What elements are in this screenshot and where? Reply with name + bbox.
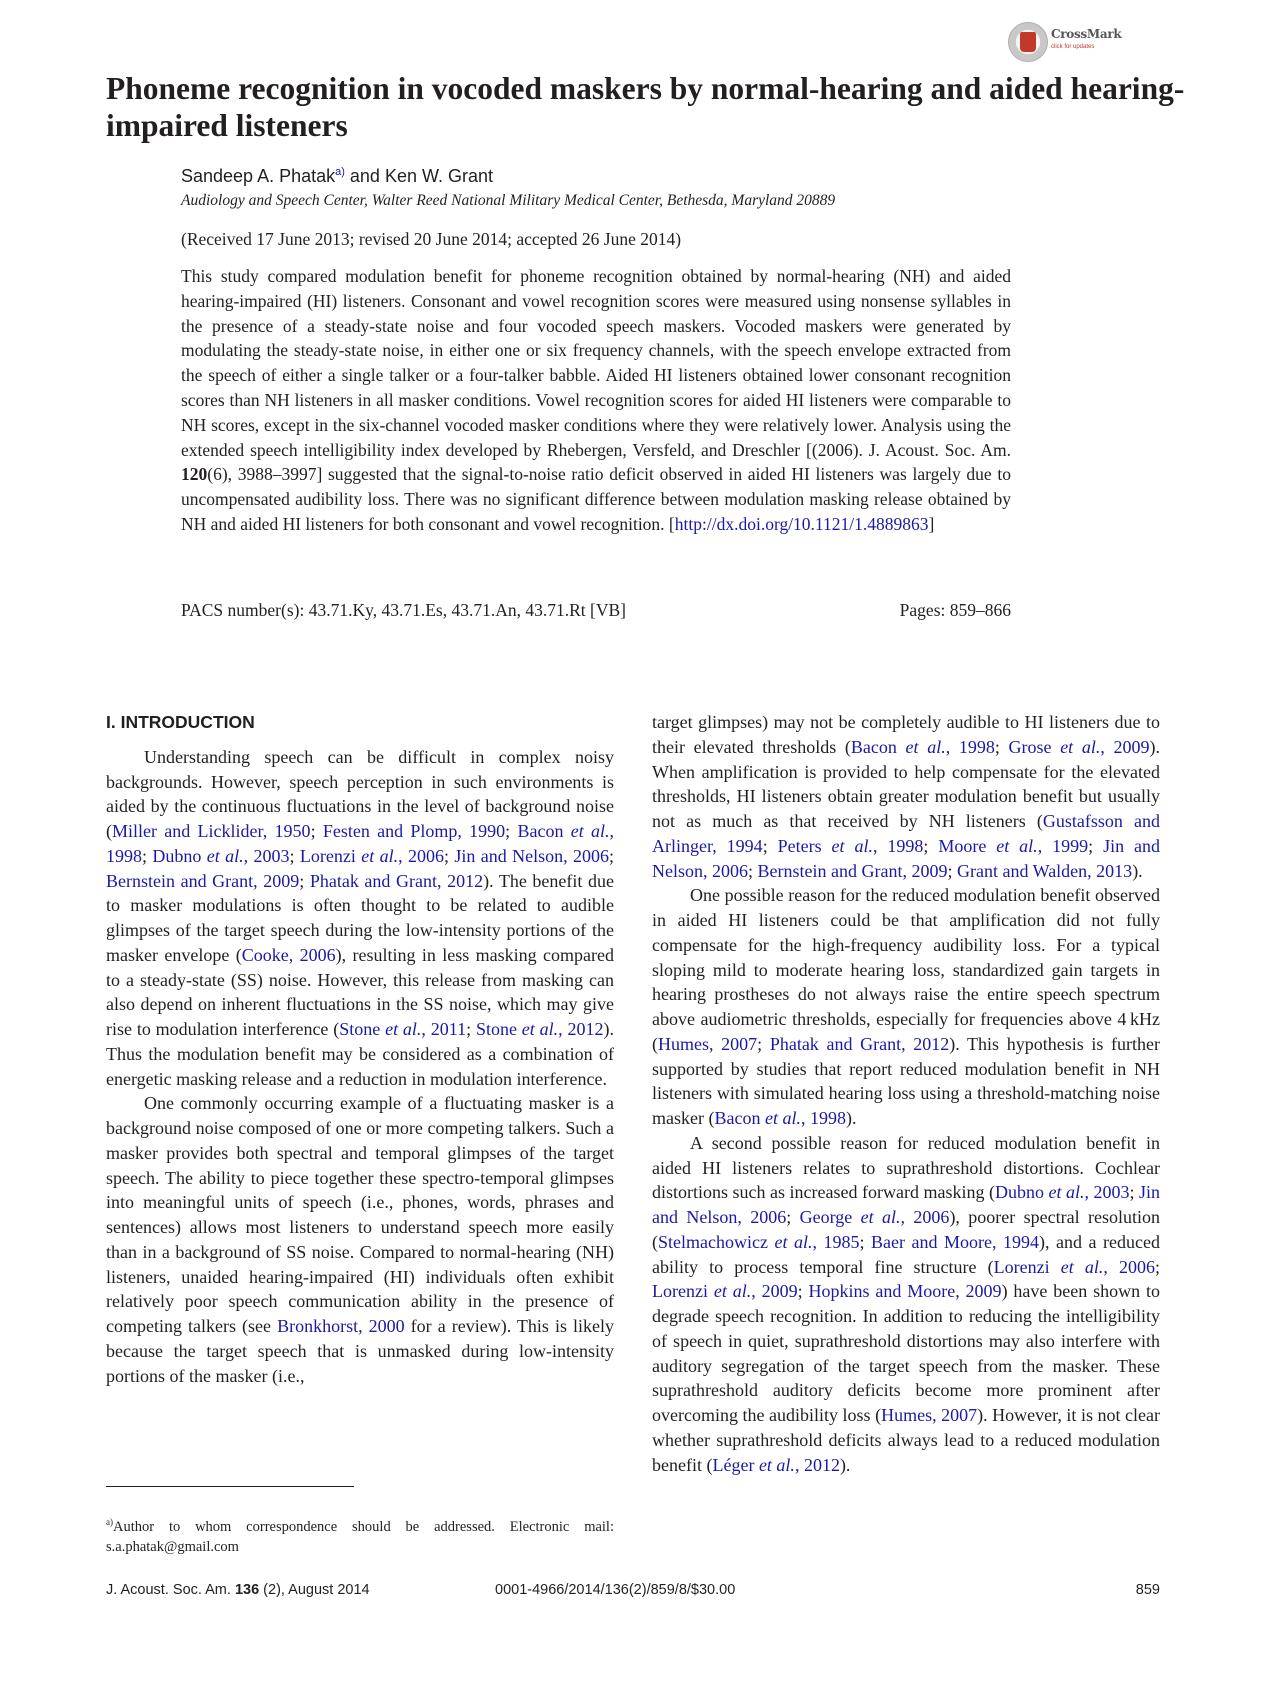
affiliation: Audiology and Speech Center, Walter Reed National Military Medical Center, Bethesda, Maryland 20889 bbox=[181, 192, 836, 209]
citation-link[interactable]: , 1998 bbox=[106, 821, 614, 866]
text-run: ). bbox=[1132, 860, 1143, 881]
citation-link[interactable]: , 2011 bbox=[421, 1019, 467, 1039]
citation-link[interactable]: Léger bbox=[712, 1454, 759, 1475]
paragraph bbox=[652, 710, 1160, 883]
text-run: ) have been shown to degrade speech recognition. In addition to reducing the intelligibility of speech in quiet, suprathreshold distortions may also interfere with auditory segregation of the target speech from the masker. These suprathreshold auditory deficits become more prominent after overcoming the audibility loss ( bbox=[652, 1281, 1160, 1425]
citation-link[interactable]: Humes, 2007 bbox=[881, 1405, 978, 1425]
text-run: ; bbox=[786, 1207, 800, 1227]
citation-link[interactable]: Bronkhorst, 2000 bbox=[277, 1316, 405, 1336]
citation-link[interactable]: Moore bbox=[938, 835, 997, 856]
text-run: ; bbox=[762, 835, 778, 856]
paragraph bbox=[652, 1131, 1160, 1478]
citation-link[interactable]: Lorenzi bbox=[299, 845, 362, 866]
citation-link[interactable]: George bbox=[799, 1207, 861, 1227]
abstract-text: (6), 3988–3997] suggested that the signal-to-noise ratio deficit observed in aided HI listeners was largely due to uncompensated audibility loss. There was no significant difference between modulation masking release obtained by NH and aided HI listeners for both consonant and vowel recognition. [ bbox=[181, 464, 1011, 534]
citation-link[interactable]: , 2012 bbox=[558, 1019, 604, 1039]
citation-link[interactable]: et al. bbox=[1060, 1256, 1104, 1277]
citation-link[interactable]: et al. bbox=[764, 1108, 801, 1128]
text-run: ; bbox=[142, 845, 153, 866]
citation-link[interactable]: , 1998 bbox=[800, 1108, 846, 1128]
citation-link[interactable]: , 1999 bbox=[1037, 835, 1089, 856]
text-run: ; bbox=[299, 870, 310, 891]
author-conjunction: and bbox=[344, 166, 385, 186]
abstract-text: This study compared modulation benefit for phoneme recognition obtained by normal-hearing (NH) and aided hearing-impaired (HI) listeners. Consonant and vowel recognition scores were measured using nonsense syllables in the presence of a steady-state noise and four vocoded speech maskers. Vocoded maskers were generated by modulating the steady-state noise, in either one or six frequency channels, with the speech envelope extracted from the speech of either a single talker or a four-talker babble. Aided HI listeners obtained lower consonant recognition scores than NH listeners in all masker conditions. Vowel recognition scores for aided HI listeners were comparable to NH scores, except in the six-channel vocoded masker conditions where they were relatively lower. Analysis using the extended speech intelligibility index developed by Rhebergen, Versfeld, and Dreschler [(2006). J. Acoust. Soc. Am. bbox=[181, 266, 1011, 460]
text-run: ). Thus the modulation benefit may be considered as a combination of energetic masking release and a reduction in modulation interference. bbox=[106, 1019, 614, 1089]
citation-link[interactable]: , 1985 bbox=[812, 1231, 860, 1252]
citation-link[interactable]: Stone bbox=[339, 1019, 386, 1039]
citation-link[interactable]: et al. bbox=[206, 845, 244, 866]
text-run: ; bbox=[947, 860, 957, 881]
citation-link[interactable]: et al. bbox=[521, 1019, 559, 1039]
abstract-volume: 120 bbox=[181, 464, 208, 485]
citation-link[interactable]: et al. bbox=[774, 1231, 813, 1252]
citation-link[interactable]: , 2009 bbox=[1100, 736, 1150, 757]
citation-link[interactable]: , 2006 bbox=[1103, 1256, 1155, 1277]
citation-link[interactable]: Hopkins and Moore, 2009 bbox=[808, 1281, 1002, 1302]
citation-link[interactable]: Dubno bbox=[152, 845, 207, 866]
citation-link[interactable]: Bacon bbox=[714, 1108, 765, 1128]
text-run: ; bbox=[797, 1281, 809, 1302]
text-run: ; bbox=[757, 1033, 770, 1054]
text-run: ). bbox=[845, 1108, 857, 1128]
journal-citation bbox=[106, 1582, 370, 1598]
author-name: Sandeep A. Phatak bbox=[181, 166, 336, 186]
citation-link[interactable]: et al. bbox=[758, 1454, 795, 1475]
page-number: 859 bbox=[1135, 1582, 1160, 1598]
citation-link[interactable]: , 2006 bbox=[398, 845, 444, 866]
paper-title: Phoneme recognition in vocoded maskers by normal-hearing and aided hearing-impaired listeners bbox=[106, 71, 1185, 143]
text-run: ; bbox=[310, 821, 323, 841]
paragraph bbox=[106, 1091, 614, 1388]
citation-link[interactable]: , 2009 bbox=[751, 1281, 798, 1302]
citation-link[interactable]: Festen and Plomp, 1990 bbox=[322, 821, 506, 841]
citation-link[interactable]: et al. bbox=[1060, 736, 1101, 757]
author-line bbox=[181, 166, 493, 187]
text-run: ; bbox=[859, 1231, 872, 1252]
citation-link[interactable]: Bacon bbox=[850, 736, 906, 757]
text-run: ; bbox=[748, 860, 758, 881]
crossmark-badge[interactable] bbox=[1008, 22, 1128, 62]
citation-link[interactable]: Grant and Walden, 2013 bbox=[957, 860, 1133, 881]
text-run: ). bbox=[839, 1454, 851, 1475]
footnote bbox=[106, 1512, 614, 1557]
citation-link[interactable]: Dubno bbox=[994, 1182, 1049, 1203]
text-run: ). When amplification is provided to help compensate for the elevated thresholds, HI listeners obtain greater modulation benefit but usually not as much as that received by NH listeners ( bbox=[652, 736, 1160, 831]
doi-link[interactable]: http://dx.doi.org/10.1121/1.4889863 bbox=[674, 513, 929, 534]
citation-link[interactable]: Baer and Moore, 1994 bbox=[871, 1231, 1040, 1252]
citation-link[interactable]: , 1998 bbox=[945, 736, 995, 757]
paragraph bbox=[652, 883, 1160, 1131]
text-run: ; bbox=[923, 835, 939, 856]
text-run: A second possible reason for reduced modulation benefit in aided HI listeners relates to suprathreshold distortions. Cochlear distortions such as increased forward masking ( bbox=[652, 1132, 1160, 1203]
text-run: ; bbox=[1155, 1256, 1161, 1277]
citation-link[interactable]: Peters bbox=[777, 835, 832, 856]
citation-link[interactable]: et al. bbox=[996, 835, 1038, 856]
text-run: One possible reason for the reduced modulation benefit observed in aided HI listeners could be that amplification did not fully compensate for the high-frequency audibility loss. For a typical sloping mild to moderate hearing loss, standardized gain targets in hearing prostheses do not always raise the entire speech spectrum above audiometric thresholds, especially for frequencies above 4 kHz ( bbox=[652, 885, 1160, 1054]
text-run: ). The benefit due to masker modulations is often thought to be related to audible glimpses of the target speech during the low-intensity portions of the masker envelope ( bbox=[106, 870, 614, 965]
citation-link[interactable]: Lorenzi bbox=[652, 1281, 714, 1302]
paragraph bbox=[106, 745, 614, 1092]
citation-link[interactable]: Bacon bbox=[517, 821, 571, 841]
section-heading: I. INTRODUCTION bbox=[106, 712, 255, 732]
journal-name: J. Acoust. Soc. Am. bbox=[106, 1582, 235, 1598]
citation-link[interactable]: Grose bbox=[1008, 736, 1061, 757]
citation-link[interactable]: Miller and Licklider, 1950 bbox=[112, 821, 311, 841]
citation-link[interactable]: , 2003 bbox=[243, 845, 290, 866]
citation-link[interactable]: Stelmachowicz bbox=[658, 1231, 775, 1252]
text-run: One commonly occurring example of a fluctuating masker is a background noise composed of one or more competing talkers. Such a masker provides both spectral and temporal glimpses of the target speech. The ability to piece together these spectro-temporal glimpses into meaningful units of speech (i.e., phones, words, phrases and sentences) allows most listeners to understand speech more easily than in a background of SS noise. Compared to normal-hearing (NH) listeners, unaided hearing-impaired (HI) individuals often exhibit relatively poor speech communication ability in the presence of competing talkers (see bbox=[106, 1093, 614, 1336]
received-dates: (Received 17 June 2013; revised 20 June 2014; accepted 26 June 2014) bbox=[181, 229, 682, 249]
citation-link[interactable]: Gustafsson and Arlinger, 1994 bbox=[652, 811, 1160, 856]
left-column bbox=[106, 710, 614, 1388]
text-run: ), and a reduced ability to process temporal fine structure ( bbox=[652, 1231, 1160, 1277]
citation-link[interactable]: Phatak and Grant, 2012 bbox=[309, 870, 484, 891]
text-run: ; bbox=[994, 736, 1009, 757]
citation-link[interactable]: et al. bbox=[860, 1207, 901, 1227]
citation-link[interactable]: et al. bbox=[1048, 1182, 1085, 1203]
citation-link[interactable]: et al. bbox=[905, 736, 946, 757]
author-footnote-link[interactable]: a) bbox=[335, 166, 345, 178]
citation-link[interactable]: Bernstein and Grant, 2009 bbox=[106, 870, 300, 891]
crossmark-sub: click for updates bbox=[1051, 44, 1095, 50]
citation-link[interactable]: Jin and Nelson, 2006 bbox=[652, 835, 1160, 881]
journal-issue: (2), August 2014 bbox=[259, 1582, 370, 1598]
text-run: ). This hypothesis is further supported by studies that report reduced modulation benefit in NH listeners with simulated hearing loss using a threshold-matching noise masker ( bbox=[652, 1033, 1160, 1128]
text-run: ; bbox=[505, 821, 518, 841]
text-run: for a review). This is likely because the target speech that is unmasked during low-intensity portions of the masker (i.e., bbox=[106, 1316, 614, 1386]
text-run: Understanding speech can be difficult in complex noisy backgrounds. However, speech perception in such environments is aided by the continuous fluctuations in the level of background noise ( bbox=[106, 746, 614, 841]
issn-code: 0001-4966/2014/136(2)/859/8/$30.00 bbox=[495, 1582, 736, 1598]
text-run: ; bbox=[1088, 835, 1104, 856]
citation-link[interactable]: , 2012 bbox=[794, 1454, 840, 1475]
citation-link[interactable]: Cooke, 2006 bbox=[241, 944, 336, 965]
text-run: ), resulting in less masking compared to a steady-state (SS) noise. However, this release from masking can also depend on inherent fluctuations in the SS noise, which may give rise to modulation interference ( bbox=[106, 944, 614, 1039]
text-run: ). However, it is not clear whether suprathreshold deficits always lead to a reduced modulation benefit ( bbox=[652, 1405, 1160, 1475]
crossmark-brand: CrossMark bbox=[1051, 27, 1122, 41]
citation-link[interactable]: et al. bbox=[831, 835, 873, 856]
text-run: ), poorer spectral resolution ( bbox=[652, 1207, 1161, 1252]
citation-link[interactable]: Lorenzi bbox=[993, 1256, 1061, 1277]
journal-volume: 136 bbox=[234, 1582, 260, 1598]
citation-link[interactable]: et al. bbox=[385, 1019, 422, 1039]
citation-link[interactable]: et al. bbox=[361, 845, 399, 866]
citation-link[interactable]: et al. bbox=[713, 1281, 752, 1302]
citation-link[interactable]: et al. bbox=[570, 821, 610, 841]
text-run: ; bbox=[443, 845, 455, 866]
citation-link[interactable]: Jin and Nelson, 2006 bbox=[652, 1182, 1161, 1227]
citation-link[interactable]: , 1998 bbox=[872, 835, 924, 856]
citation-link[interactable]: Jin and Nelson, 2006 bbox=[454, 845, 609, 866]
text-run: ; bbox=[289, 845, 300, 866]
crossmark-icon bbox=[1008, 22, 1048, 62]
footnote-mark: a) bbox=[106, 1517, 113, 1527]
pacs-numbers: PACS number(s): 43.71.Ky, 43.71.Es, 43.71.An, 43.71.Rt [VB] bbox=[181, 600, 626, 620]
right-column bbox=[652, 710, 1160, 1477]
citation-link[interactable]: , 2003 bbox=[1084, 1182, 1130, 1203]
citation-link[interactable]: Bernstein and Grant, 2009 bbox=[757, 860, 948, 881]
citation-link[interactable]: Stone bbox=[475, 1019, 522, 1039]
citation-link[interactable]: , 2006 bbox=[900, 1207, 950, 1227]
text-run: ; bbox=[466, 1019, 476, 1039]
text-run: ; bbox=[1129, 1182, 1139, 1203]
author-name: Ken W. Grant bbox=[384, 166, 493, 186]
citation-link[interactable]: Humes, 2007 bbox=[658, 1033, 758, 1054]
page-range: Pages: 859–866 bbox=[899, 600, 1011, 620]
abstract-text: ] bbox=[928, 513, 935, 534]
text-run: target glimpses) may not be completely audible to HI listeners due to their elevated thresholds ( bbox=[652, 712, 1160, 757]
text-run: ; bbox=[608, 845, 614, 866]
abstract bbox=[181, 264, 1011, 537]
citation-link[interactable]: Phatak and Grant, 2012 bbox=[769, 1033, 950, 1054]
footnote-divider bbox=[106, 1486, 354, 1487]
footnote-text: Author to whom correspondence should be addressed. Electronic mail: s.a.phatak@gmail.com bbox=[106, 1518, 614, 1555]
